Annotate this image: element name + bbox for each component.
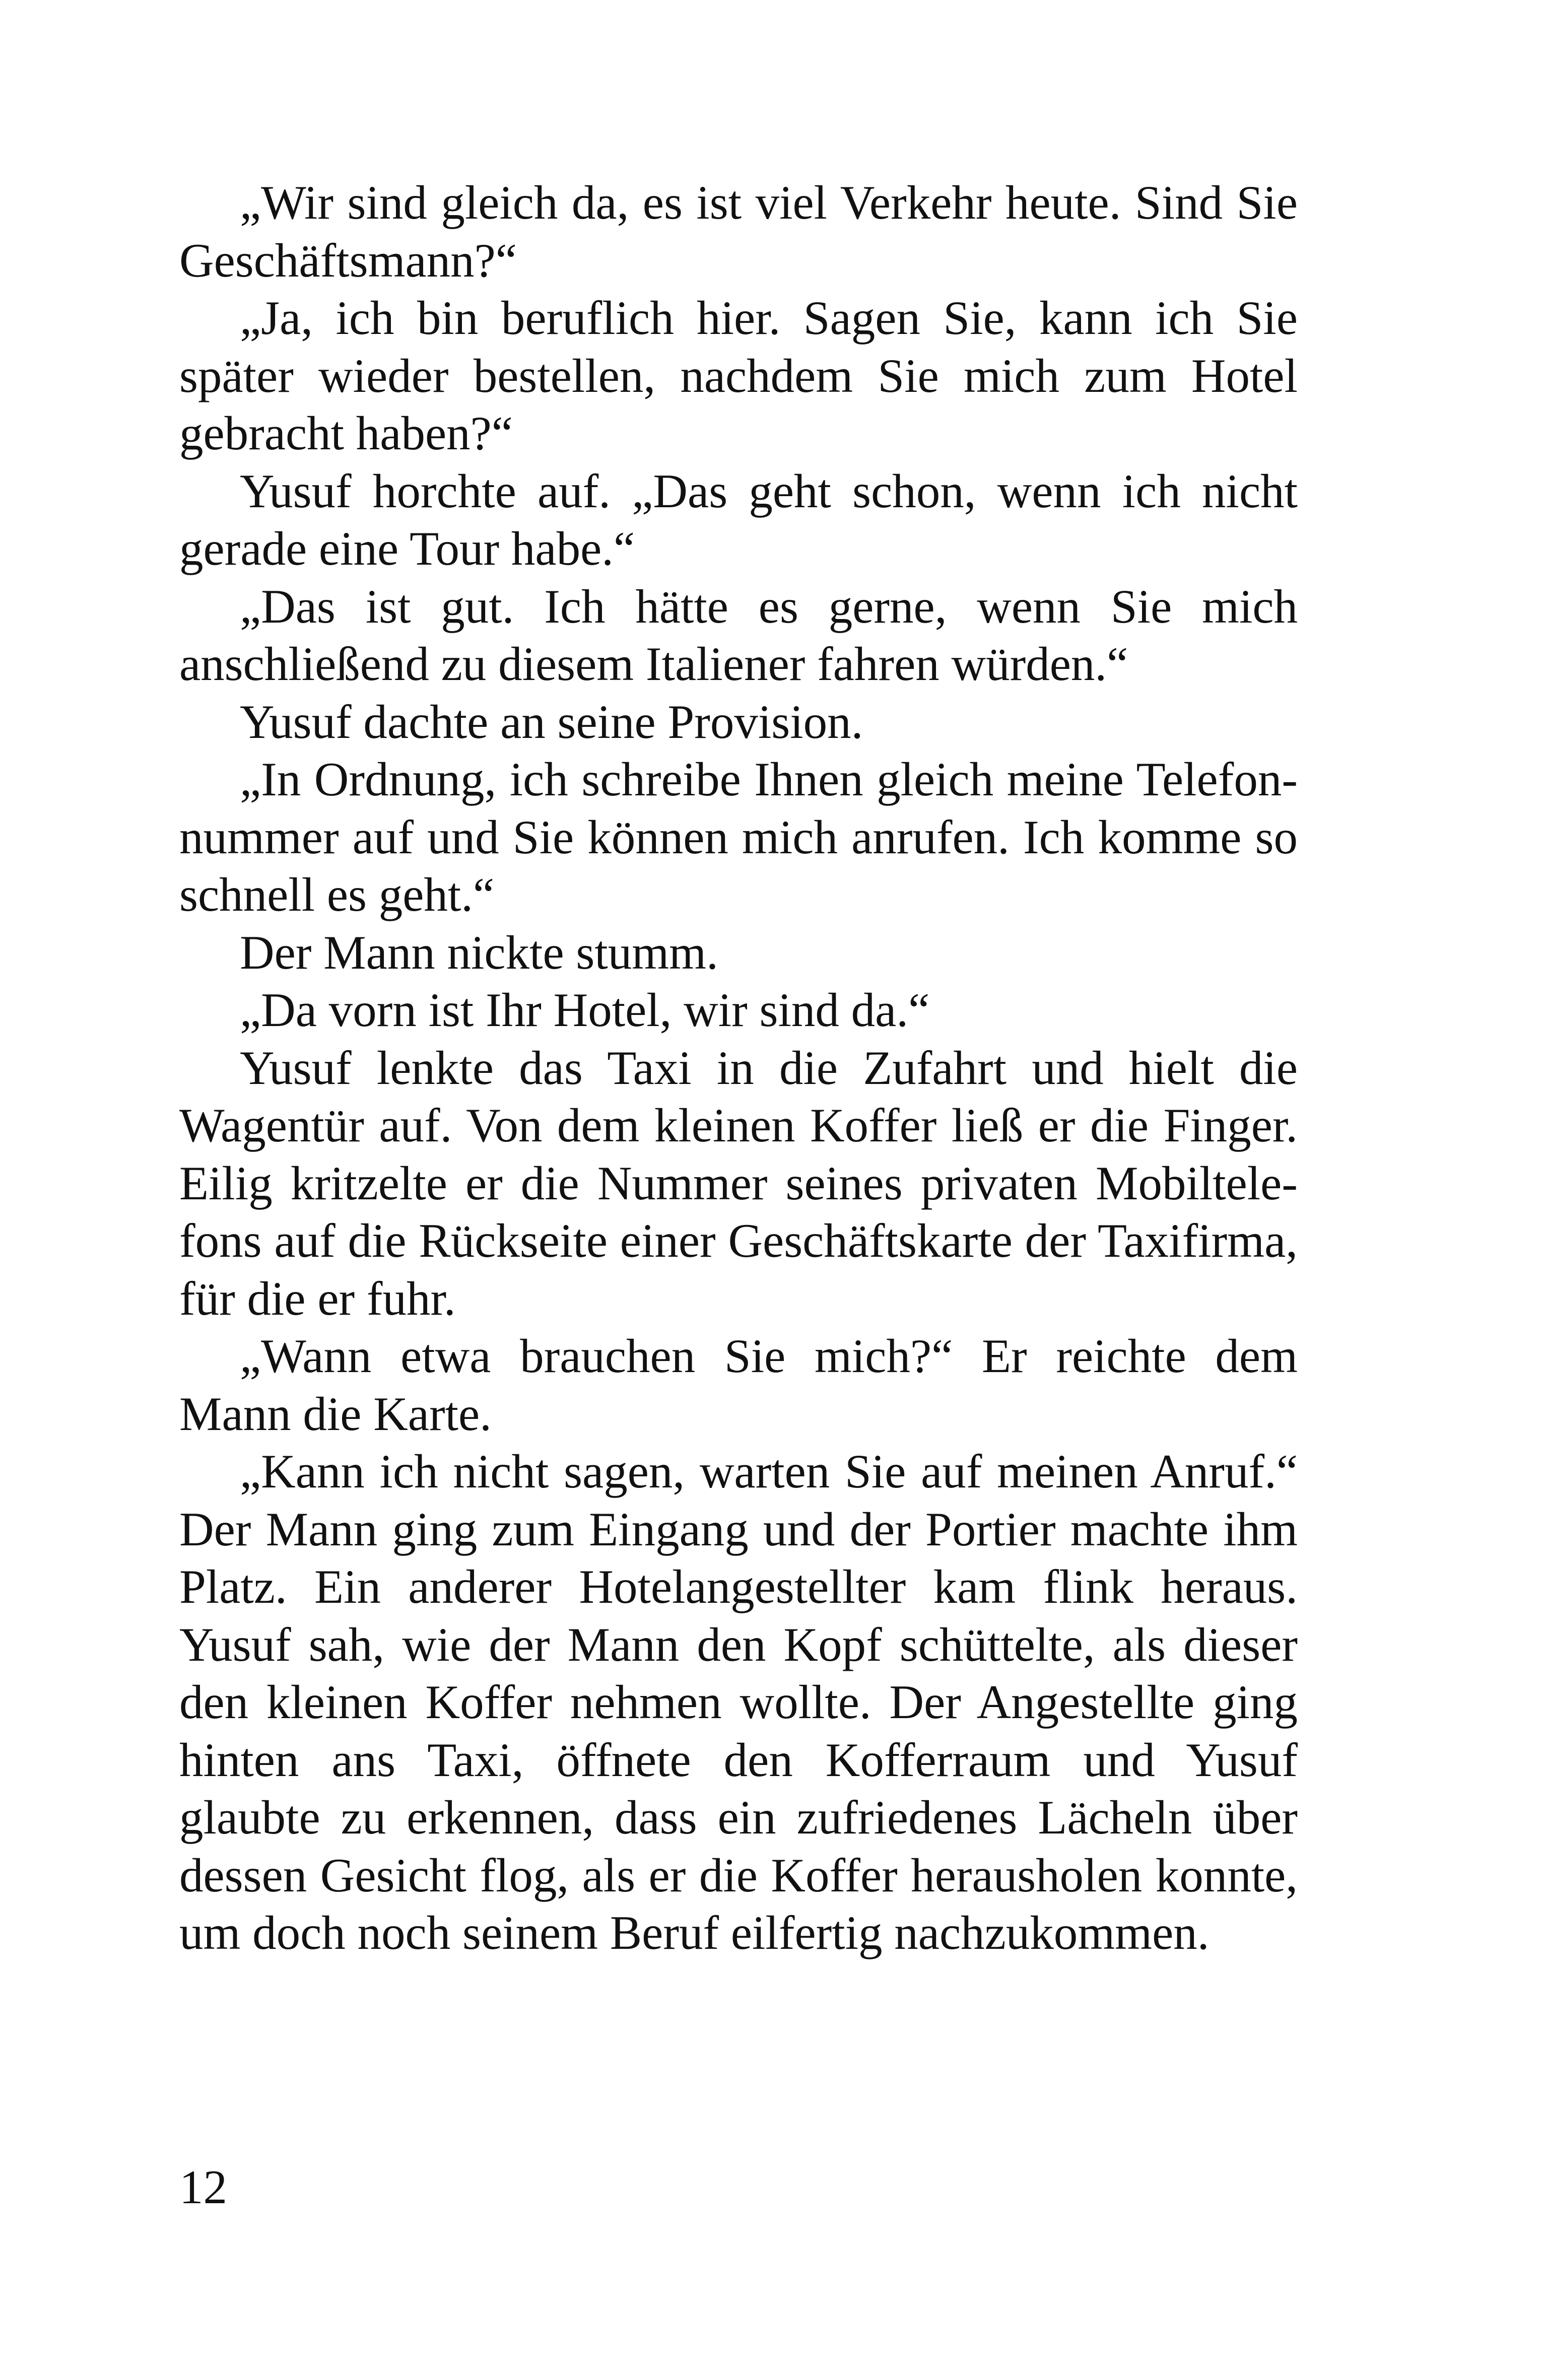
paragraph: Der Mann nickte stumm. (240, 925, 718, 979)
paragraph: Yusuf dachte an seine Provision. (240, 695, 863, 749)
paragraph: „Wir sind gleich da, es ist viel Verkehr heute. Sind Sie Geschäftsmann?“ (179, 176, 1298, 287)
paragraph: „Das ist gut. Ich hätte es gerne, wenn Sie mich anschließend zu diesem Italiener fahren würden.“ (179, 579, 1298, 691)
paragraph: „Ja, ich bin beruflich hier. Sagen Sie, kann ich Sie später wieder bestellen, nachdem Sie mich zum Hotel gebracht haben?“ (179, 291, 1298, 460)
page-number: 12 (179, 2160, 227, 2214)
paragraph: „In Ordnung, ich schreibe Ihnen gleich meine Telefonnummer auf und Sie können mich anrufen. Ich komme so schnell es geht.“ (179, 753, 1298, 921)
paragraph: „Da vorn ist Ihr Hotel, wir sind da.“ (240, 983, 930, 1037)
body-text (179, 174, 1298, 1962)
paragraph: Yusuf lenkte das Taxi in die Zufahrt und hielt die Wagentür auf. Von dem kleinen Koffer ließ er die Finger. Eilig kritzelte er die Nummer seines privaten Mobiltelefons auf die Rückseite einer Geschäftskarte der Taxifirma, für die er fuhr. (179, 1041, 1298, 1325)
paragraph: „Wann etwa brauchen Sie mich?“ Er reichte dem Mann die Karte. (179, 1329, 1298, 1441)
paragraph: „Kann ich nicht sagen, warten Sie auf meinen Anruf.“ Der Mann ging zum Eingang und der Portier machte ihm Platz. Ein anderer Hotelangestellter kam flink heraus. Yusuf sah, wie der Mann den Kopf schüttelte, als dieser den kleinen Koffer nehmen wollte. Der Angestellte ging hinten ans Taxi, öffnete den Kofferraum und Yusuf glaubte zu erkennen, dass ein zufriedenes Lächeln über dessen Gesicht flog, als er die Koffer herausholen konnte, um doch noch seinem Beruf eilfertig nachzukommen. (179, 1445, 1298, 1959)
paragraph: Yusuf horchte auf. „Das geht schon, wenn ich nicht gerade eine Tour habe.“ (179, 464, 1298, 575)
